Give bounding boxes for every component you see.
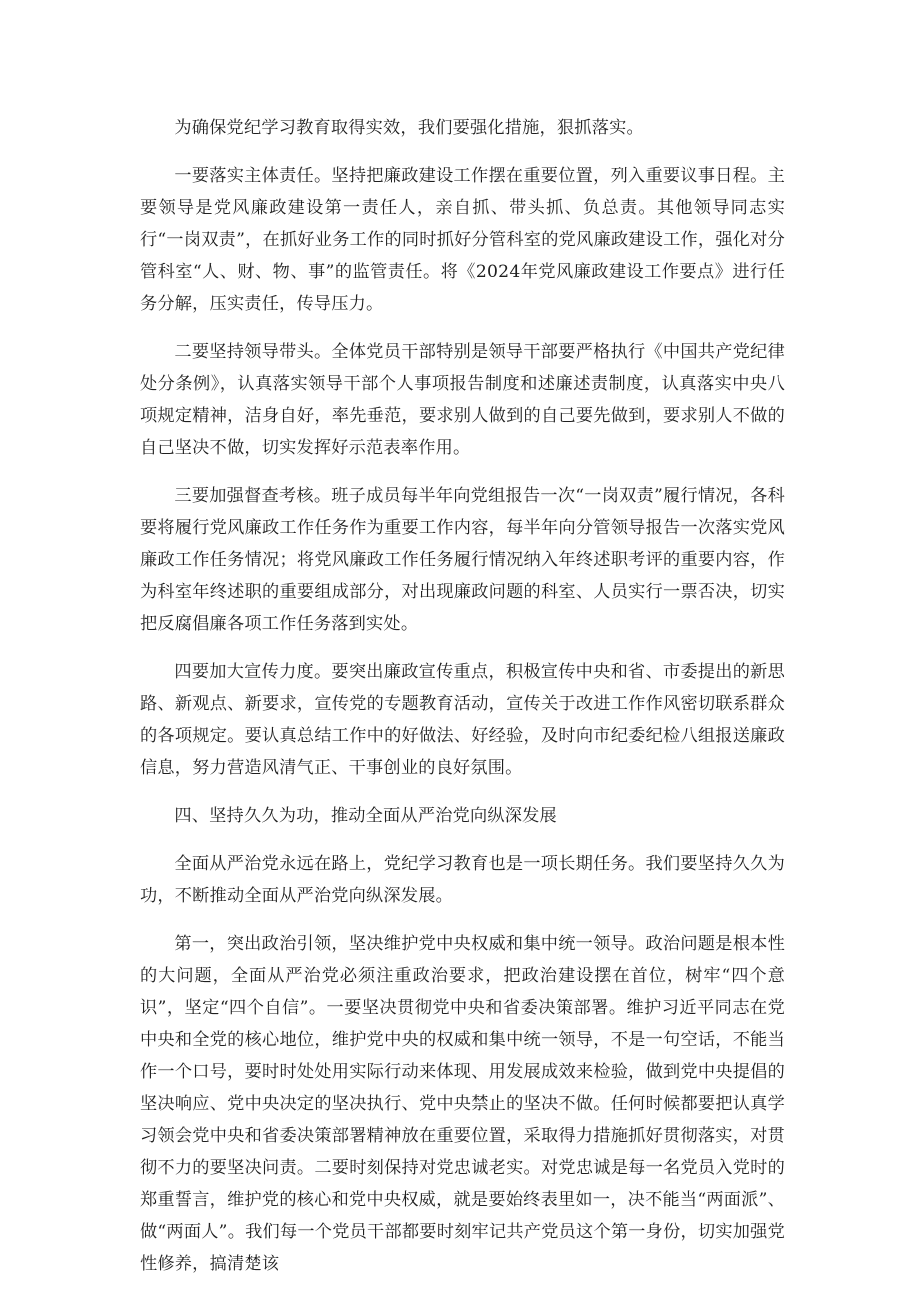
paragraph-intro: 为确保党纪学习教育取得实效，我们要强化措施，狠抓落实。: [174, 118, 644, 138]
section-heading: 四、坚持久久为功，推动全面从严治党向纵深发展: [174, 806, 557, 826]
paragraph-leadership: 二要坚持领导带头。全体党员干部特别是领导干部要严格执行《中国共产党纪律处分条例》，认真落实领导干部个人事项报告制度和述廉述责制度，认真落实中央八项规定精神，洁身自好，率先垂范，要求别人做到的自己要先做到，要求别人不做的自己坚决不做，切实发挥好示范表率作用。: [140, 342, 785, 458]
paragraph-publicity: 四要加大宣传力度。要突出廉政宣传重点，积极宣传中央和省、市委提出的新思路、新观点、新要求，宣传党的专题教育活动，宣传关于改进工作作风密切联系群众的各项规定。要认真总结工作中的好做法、好经验，及时向市纪委纪检八组报送廉政信息，努力营造风清气正、干事创业的良好氛围。: [140, 662, 785, 778]
paragraph-long-term: 全面从严治党永远在路上，党纪学习教育也是一项长期任务。我们要坚持久久为功，不断推动全面从严治党向纵深发展。: [140, 854, 785, 906]
paragraph-main-responsibility: 一要落实主体责任。坚持把廉政建设工作摆在重要位置，列入重要议事日程。主要领导是党风廉政建设第一责任人，亲自抓、带头抓、负总责。其他领导同志实行“一岗双责”，在抓好业务工作的同时抓好分管科室的党风廉政建设工作，强化对分管科室“人、财、物、事”的监管责任。将《2024年党风廉政建设工作要点》进行任务分解，压实责任，传导压力。: [140, 166, 785, 314]
document-body: [140, 112, 785, 1296]
paragraph-supervision: 三要加强督查考核。班子成员每半年向党组报告一次“一岗双责”履行情况，各科要将履行党风廉政工作任务作为重要工作内容，每半年向分管领导报告一次落实党风廉政工作任务情况；将党风廉政工作任务履行情况纳入年终述职考评的重要内容，作为科室年终述职的重要组成部分，对出现廉政问题的科室、人员实行一票否决，切实把反腐倡廉各项工作任务落到实处。: [140, 486, 785, 634]
paragraph-political-guidance: 第一，突出政治引领，坚决维护党中央权威和集中统一领导。政治问题是根本性的大问题，全面从严治党必须注重政治要求，把政治建设摆在首位，树牢“四个意识”，坚定“四个自信”。一要坚决贯彻党中央和省委决策部署。维护习近平同志在党中央和全党的核心地位，维护党中央的权威和集中统一领导，不是一句空话，不能当作一个口号，要时时处处用实际行动来体现、用发展成效来检验，做到党中央提倡的坚决响应、党中央决定的坚决执行、党中央禁止的坚决不做。任何时候都要把认真学习领会党中央和省委决策部署精神放在重要位置，采取得力措施抓好贯彻落实，对贯彻不力的要坚决问责。二要时刻保持对党忠诚老实。对党忠诚是每一名党员入党时的郑重誓言，维护党的核心和党中央权威，就是要始终表里如一，决不能当“两面派”、做“两面人”。我们每一个党员干部都要时刻牢记共产党员这个第一身份，切实加强党性修养，搞清楚该: [140, 934, 785, 1274]
